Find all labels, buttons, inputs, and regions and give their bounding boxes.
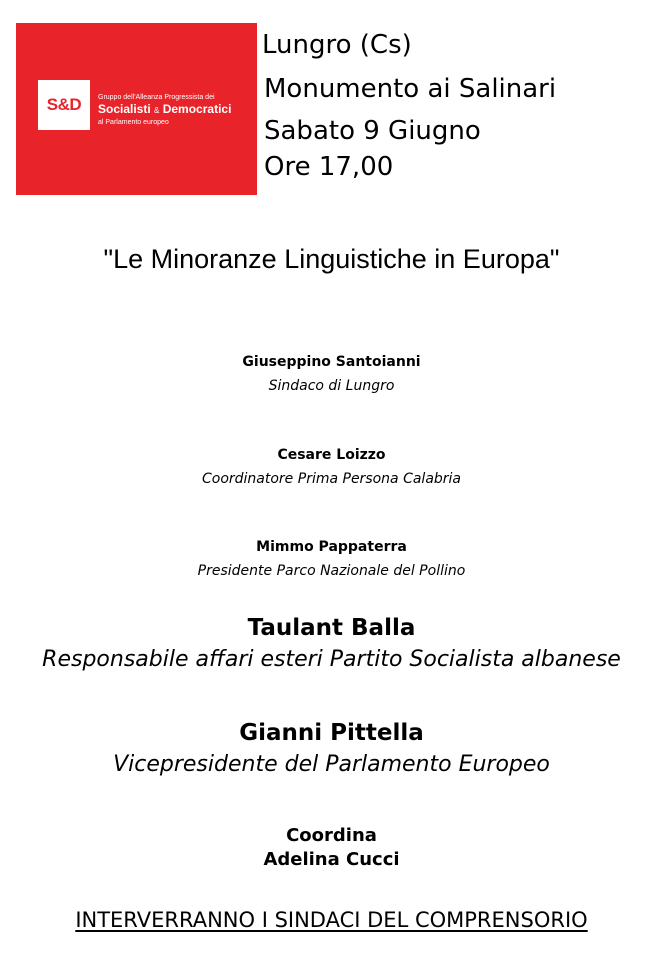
speaker-block [0, 613, 663, 675]
logo-text [98, 93, 254, 127]
footer-note [0, 906, 663, 934]
logo-line-parliament: al Parlamento europeo [98, 119, 169, 126]
speaker-name: Cesare Loizzo [277, 447, 386, 463]
speaker-name: Gianni Pittella [239, 720, 424, 746]
speaker-role: Sindaco di Lungro [268, 378, 395, 394]
event-monument: Monumento ai Salinari [264, 74, 557, 104]
moderator-label: Coordina [286, 825, 377, 846]
speaker-block [0, 718, 663, 780]
speaker-name: Taulant Balla [247, 615, 416, 641]
moderator-block [0, 824, 663, 872]
event-title: "Le Minoranze Linguistiche in Europa" [103, 244, 560, 274]
event-time: Ore 17,00 [264, 152, 394, 182]
speaker-name: Giuseppino Santoianni [242, 354, 421, 370]
speaker-name: Mimmo Pappaterra [256, 539, 407, 555]
logo-line-group: Gruppo dell'Alleanza Progressista dei [98, 94, 215, 101]
footer-text: INTERVERRANNO I SINDACI DEL COMPRENSORIO [75, 908, 588, 932]
speaker-block [0, 537, 663, 581]
logo-ampersand: & [154, 106, 160, 115]
event-date: Sabato 9 Giugno [264, 116, 481, 146]
speaker-role: Presidente Parco Nazionale del Pollino [197, 563, 466, 579]
moderator-name: Adelina Cucci [263, 849, 400, 870]
speaker-role: Vicepresidente del Parlamento Europeo [113, 752, 550, 777]
speaker-role: Coordinatore Prima Persona Calabria [201, 471, 462, 487]
event-place: Lungro (Cs) [262, 30, 412, 60]
sd-badge: S&D [38, 80, 90, 130]
speaker-block [0, 445, 663, 489]
speaker-role: Responsabile affari esteri Partito Socialista albanese [42, 647, 621, 672]
sd-logo [16, 23, 257, 195]
logo-line-name [98, 102, 254, 118]
logo-democratici: Democratici [162, 102, 232, 116]
logo-socialisti: Socialisti [98, 102, 151, 116]
speaker-block [0, 352, 663, 396]
